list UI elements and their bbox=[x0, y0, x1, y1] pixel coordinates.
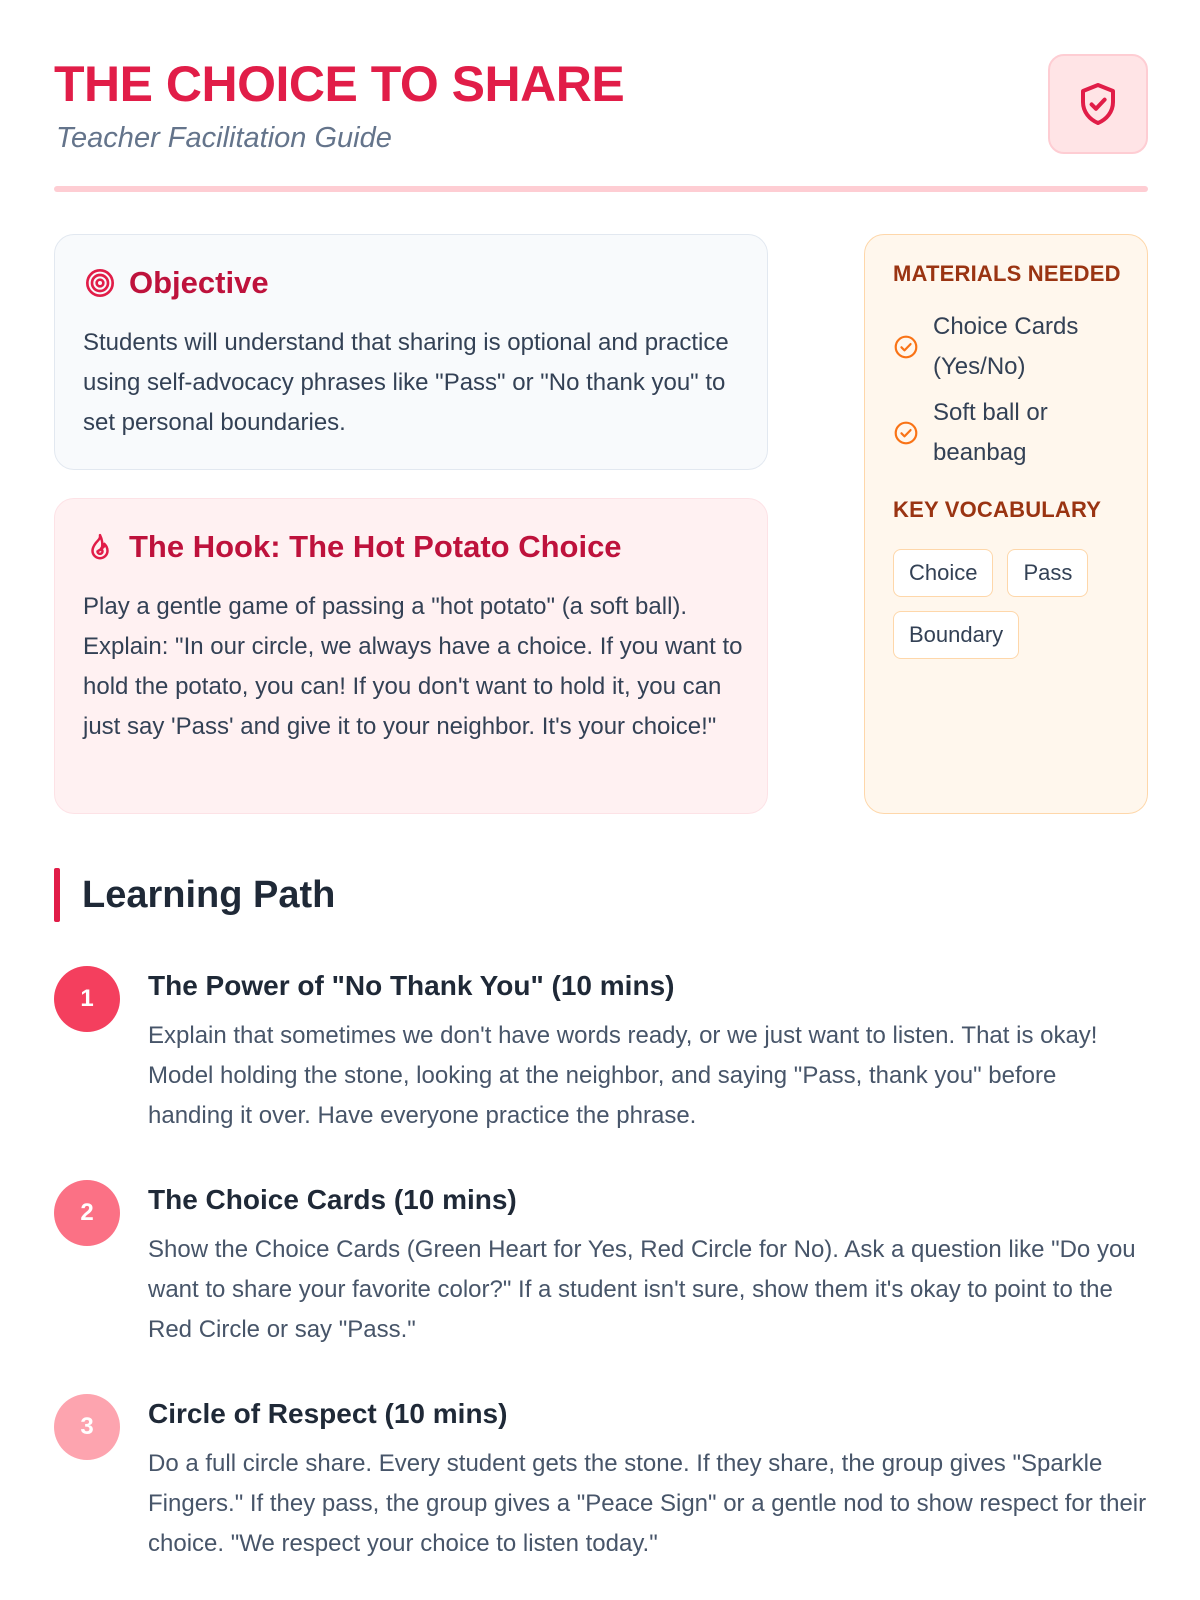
page-subtitle: Teacher Facilitation Guide bbox=[56, 122, 392, 154]
objective-card bbox=[54, 234, 768, 470]
page-title: THE CHOICE TO SHARE bbox=[54, 56, 625, 112]
header bbox=[54, 54, 1148, 194]
vocab-chip: Boundary bbox=[893, 611, 1019, 659]
check-circle-icon bbox=[893, 420, 919, 446]
hook-card bbox=[54, 498, 768, 814]
material-item bbox=[893, 307, 1123, 387]
step-title: The Choice Cards (10 mins) bbox=[148, 1184, 517, 1215]
hook-title: The Hook: The Hot Potato Choice bbox=[129, 529, 622, 564]
vocab-chips bbox=[893, 549, 1133, 659]
vocab-chip: Choice bbox=[893, 549, 993, 597]
step-number-badge: 2 bbox=[54, 1180, 120, 1246]
learning-path-header bbox=[54, 868, 335, 922]
vocab-chip: Pass bbox=[1007, 549, 1088, 597]
check-circle-icon bbox=[893, 334, 919, 360]
hook-body: Play a gentle game of passing a "hot potato" (a soft ball). Explain: "In our circle, we always have a choice. If you want to hold the potato, you can! If you don't want to hold it, you can just say 'Pass' and give it to your neighbor. It's your choice!" bbox=[83, 593, 743, 740]
objective-title: Objective bbox=[129, 265, 269, 300]
objective-body: Students will understand that sharing is optional and practice using self-advocacy phrases like "Pass" or "No thank you" to set personal boundaries. bbox=[83, 329, 729, 436]
step-number-badge: 1 bbox=[54, 966, 120, 1032]
material-item bbox=[893, 393, 1123, 473]
step-body: Explain that sometimes we don't have words ready, or we just want to listen. That is okay! Model holding the stone, looking at the neighbor, and saying "Pass, thank you" before handing it over. Have everyone practice the phrase. bbox=[148, 1022, 1098, 1129]
learning-path-title: Learning Path bbox=[82, 873, 336, 916]
objective-header bbox=[83, 263, 269, 303]
material-text: Soft ball or beanbag bbox=[933, 399, 1048, 466]
vocab-label: KEY VOCABULARY bbox=[893, 497, 1102, 522]
flame-icon bbox=[83, 530, 117, 564]
step-number-badge: 3 bbox=[54, 1394, 120, 1460]
shield-check-icon bbox=[1074, 80, 1122, 128]
step-body: Do a full circle share. Every student gets the stone. If they share, the group gives "Sparkle Fingers." If they pass, the group gives a "Peace Sign" or a gentle nod to show respect for their choice. "We respect your choice to listen today." bbox=[148, 1450, 1147, 1557]
step-title: Circle of Respect (10 mins) bbox=[148, 1398, 508, 1429]
shield-badge bbox=[1048, 54, 1148, 154]
step-title: The Power of "No Thank You" (10 mins) bbox=[148, 970, 675, 1001]
guide-page bbox=[54, 0, 1148, 1600]
hook-header bbox=[83, 527, 622, 567]
section-accent-bar bbox=[54, 868, 60, 922]
step-body: Show the Choice Cards (Green Heart for Yes, Red Circle for No). Ask a question like "Do you want to share your favorite color?" If a student isn't sure, show them it's okay to point to the Red Circle or say "Pass." bbox=[148, 1236, 1136, 1343]
target-icon bbox=[83, 266, 117, 300]
materials-sidebar bbox=[864, 234, 1148, 814]
material-text: Choice Cards (Yes/No) bbox=[933, 313, 1079, 380]
materials-label: MATERIALS NEEDED bbox=[893, 261, 1121, 286]
header-divider bbox=[54, 186, 1148, 192]
